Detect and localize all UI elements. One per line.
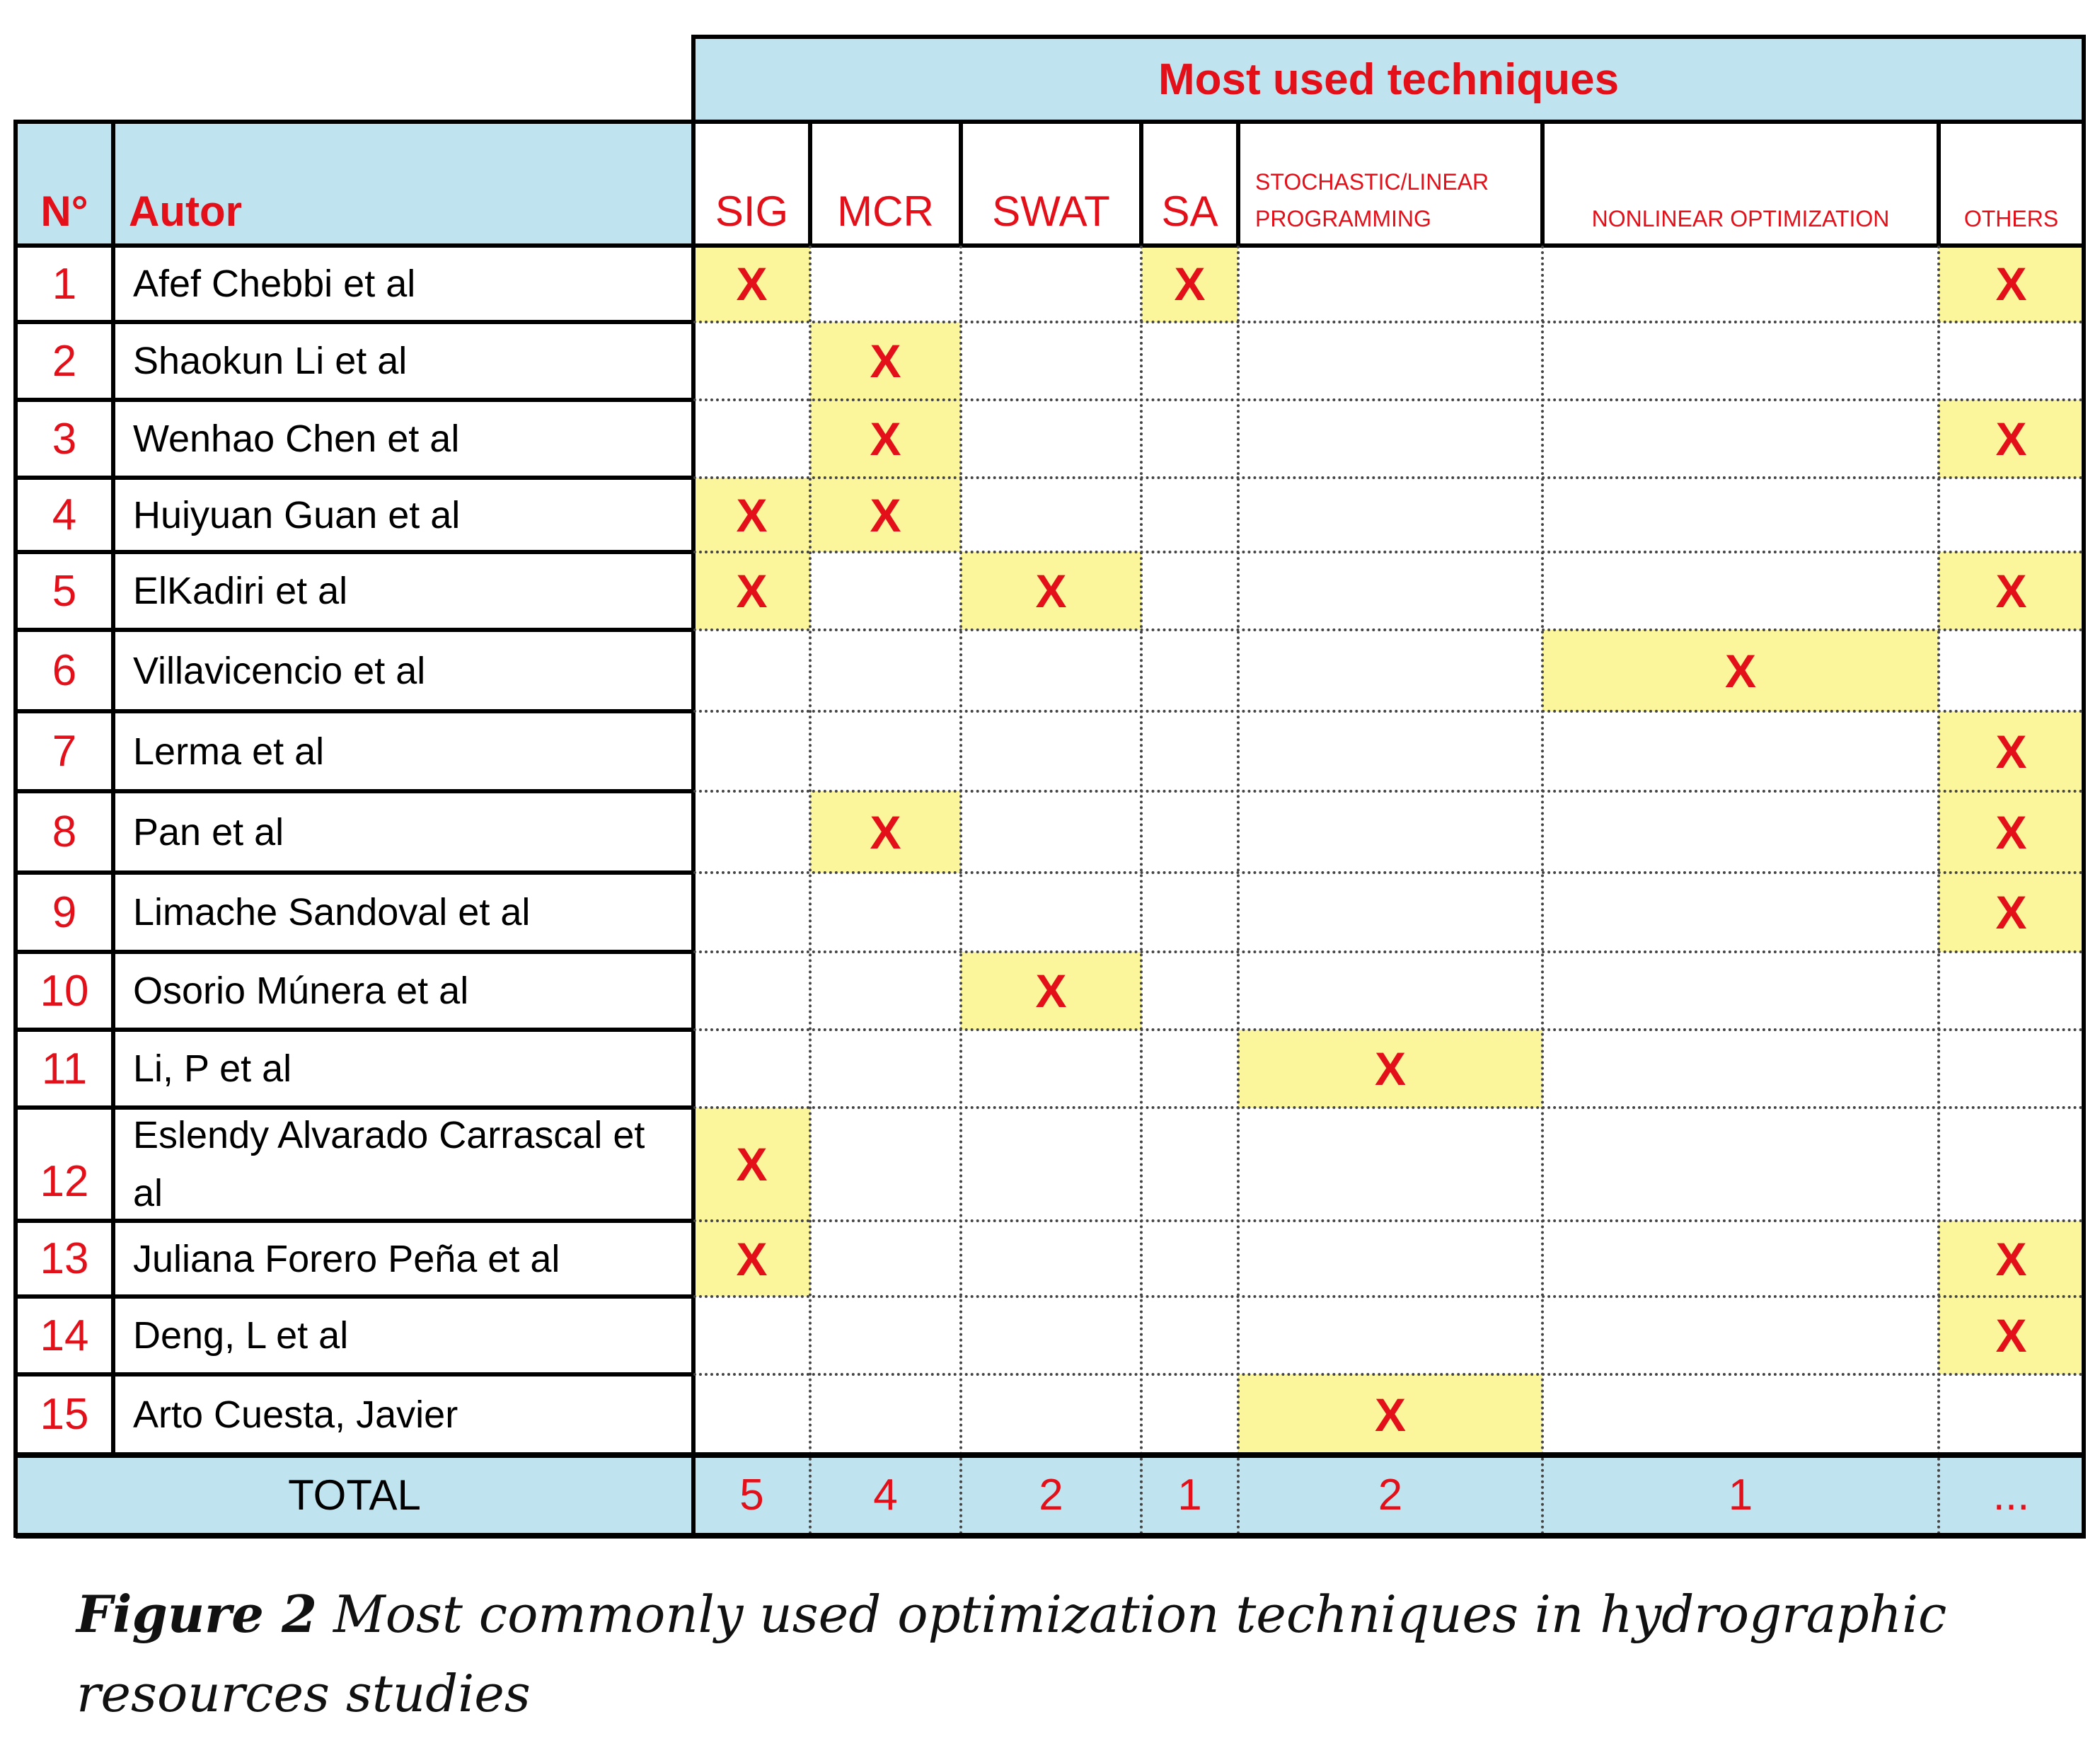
rule bbox=[16, 1294, 693, 1299]
caption-label: Figure 2 bbox=[76, 1584, 318, 1644]
mark-cell bbox=[810, 322, 961, 400]
mark-x: X bbox=[736, 1232, 768, 1285]
technique-header: SIG bbox=[715, 188, 789, 235]
rule bbox=[16, 628, 693, 632]
mark-cell bbox=[1939, 400, 2084, 478]
mark-cell bbox=[1141, 246, 1238, 322]
row-number: 1 bbox=[52, 259, 77, 309]
technique-header: SWAT bbox=[992, 188, 1110, 235]
rule bbox=[1139, 120, 1143, 246]
mark-x: X bbox=[736, 1138, 768, 1190]
total-value: 1 bbox=[1177, 1471, 1202, 1519]
row-number: 5 bbox=[52, 566, 77, 616]
mark-x: X bbox=[870, 335, 901, 387]
technique-header: SA bbox=[1161, 188, 1218, 235]
mark-x: X bbox=[1035, 565, 1067, 617]
author-name: Juliana Forero Peña et al bbox=[133, 1237, 560, 1280]
author-name: Li, P et al bbox=[133, 1047, 292, 1090]
mark-x: X bbox=[1995, 1232, 2027, 1285]
total-value: 5 bbox=[739, 1471, 764, 1519]
rule bbox=[1236, 120, 1240, 246]
rule bbox=[16, 1219, 693, 1223]
total-value: 4 bbox=[873, 1471, 898, 1519]
mark-x: X bbox=[736, 488, 768, 541]
rule bbox=[16, 1028, 693, 1032]
rule bbox=[693, 790, 2084, 793]
technique-header: MCR bbox=[837, 188, 934, 235]
mark-cell bbox=[693, 1221, 810, 1297]
rule bbox=[693, 871, 2084, 874]
mark-cell bbox=[810, 400, 961, 478]
row-number: 15 bbox=[40, 1390, 89, 1439]
mark-cell bbox=[1939, 552, 2084, 630]
mark-cell bbox=[693, 478, 810, 552]
group-header: Most used techniques bbox=[1158, 54, 1620, 104]
author-name: Lerma et al bbox=[133, 730, 325, 773]
author-name: Eslendy Alvarado Carrascal et al bbox=[133, 1114, 645, 1214]
mark-x: X bbox=[1995, 725, 2027, 778]
row-number: 10 bbox=[40, 966, 89, 1016]
rule bbox=[16, 1533, 2086, 1539]
rule bbox=[1541, 246, 1544, 1536]
mark-x: X bbox=[870, 413, 901, 465]
rule bbox=[16, 789, 693, 793]
rule bbox=[693, 476, 2084, 479]
author-name: Afef Chebbi et al bbox=[133, 263, 416, 305]
row-number: 4 bbox=[52, 490, 77, 539]
mark-x: X bbox=[1995, 1309, 2027, 1362]
rule bbox=[16, 476, 693, 480]
row-number: 7 bbox=[52, 727, 77, 776]
rule bbox=[693, 551, 2084, 553]
rule bbox=[809, 246, 812, 1536]
mark-x: X bbox=[1995, 886, 2027, 938]
mark-cell bbox=[1542, 630, 1939, 711]
rule bbox=[13, 120, 18, 1538]
mark-cell bbox=[1238, 1030, 1542, 1108]
author-name: Arto Cuesta, Javier bbox=[133, 1393, 458, 1436]
mark-cell bbox=[961, 952, 1141, 1030]
rule bbox=[693, 1219, 2084, 1222]
rule bbox=[693, 628, 2084, 631]
rule bbox=[16, 709, 693, 713]
row-number: 2 bbox=[52, 336, 77, 386]
rule bbox=[693, 1373, 2084, 1376]
mark-cell bbox=[1238, 1374, 1542, 1454]
author-name: Huiyuan Guan et al bbox=[133, 493, 461, 536]
author-name: Deng, L et al bbox=[133, 1314, 349, 1357]
rule bbox=[693, 398, 2084, 401]
mark-cell bbox=[1939, 1221, 2084, 1297]
rule bbox=[693, 1106, 2084, 1109]
rule bbox=[959, 120, 963, 246]
mark-cell bbox=[810, 791, 961, 873]
row-number: 13 bbox=[40, 1234, 89, 1283]
rule bbox=[693, 35, 2086, 39]
rule bbox=[1140, 246, 1143, 1536]
rule bbox=[693, 1295, 2084, 1298]
figure-caption bbox=[76, 1575, 1987, 1733]
mark-x: X bbox=[736, 565, 768, 617]
col-header-author: Autor bbox=[129, 188, 242, 235]
author-name: Limache Sandoval et al bbox=[133, 891, 531, 933]
mark-x: X bbox=[736, 258, 768, 310]
total-value: 2 bbox=[1039, 1471, 1063, 1519]
row-number: 8 bbox=[52, 807, 77, 856]
row-number: 9 bbox=[52, 887, 77, 937]
author-name: ElKadiri et al bbox=[133, 570, 348, 612]
rule bbox=[16, 398, 693, 402]
mark-cell bbox=[1939, 791, 2084, 873]
rule bbox=[16, 1105, 693, 1110]
row-number: 12 bbox=[40, 1157, 89, 1206]
author-name: Wenhao Chen et al bbox=[133, 418, 460, 460]
author-name: Villavicencio et al bbox=[133, 649, 426, 692]
mark-x: X bbox=[1995, 805, 2027, 858]
row-number: 11 bbox=[41, 1044, 88, 1093]
mark-x: X bbox=[1374, 1388, 1407, 1441]
mark-x: X bbox=[870, 805, 901, 858]
total-value: 2 bbox=[1378, 1471, 1403, 1519]
rule bbox=[693, 950, 2084, 953]
mark-x: X bbox=[1995, 413, 2027, 465]
rule bbox=[16, 1452, 2084, 1458]
rule bbox=[1937, 246, 1940, 1536]
rule bbox=[693, 710, 2084, 713]
rule bbox=[16, 1372, 693, 1376]
rule bbox=[1937, 120, 1941, 246]
caption-text: Most commonly used optimization techniques in hydrographic resources studies bbox=[76, 1585, 1947, 1723]
mark-x: X bbox=[1995, 258, 2027, 310]
technique-header: OTHERS bbox=[1963, 206, 2059, 231]
rule bbox=[16, 950, 693, 954]
row-number: 3 bbox=[52, 414, 77, 464]
rule bbox=[16, 550, 693, 554]
rule bbox=[16, 320, 693, 324]
rule bbox=[1540, 120, 1545, 246]
mark-cell bbox=[1939, 873, 2084, 952]
rule bbox=[959, 246, 962, 1536]
rule bbox=[693, 321, 2084, 323]
mark-x: X bbox=[1174, 258, 1206, 310]
rule bbox=[16, 243, 2084, 248]
col-header-number: N° bbox=[40, 188, 88, 235]
mark-cell bbox=[693, 246, 810, 322]
total-value: ... bbox=[1992, 1471, 2030, 1519]
mark-x: X bbox=[1995, 565, 2027, 617]
mark-cell bbox=[810, 478, 961, 552]
mark-cell bbox=[1939, 711, 2084, 791]
mark-cell bbox=[693, 552, 810, 630]
author-name: Pan et al bbox=[133, 810, 284, 853]
rule bbox=[16, 870, 693, 875]
author-name: Shaokun Li et al bbox=[133, 340, 408, 382]
row-number: 6 bbox=[52, 646, 77, 695]
mark-cell bbox=[961, 552, 1141, 630]
mark-x: X bbox=[870, 488, 901, 541]
row-number: 14 bbox=[40, 1311, 89, 1360]
mark-cell bbox=[1939, 246, 2084, 322]
mark-x: X bbox=[1724, 644, 1757, 697]
technique-header: NONLINEAR OPTIMIZATION bbox=[1591, 206, 1890, 231]
mark-cell bbox=[1939, 1297, 2084, 1374]
total-value: 1 bbox=[1728, 1471, 1753, 1519]
rule bbox=[1237, 246, 1240, 1536]
rule bbox=[2082, 35, 2086, 1538]
mark-x: X bbox=[1374, 1042, 1407, 1095]
total-label: TOTAL bbox=[288, 1471, 421, 1519]
mark-x: X bbox=[1035, 965, 1067, 1017]
rule bbox=[16, 120, 2084, 124]
rule bbox=[808, 120, 812, 246]
technique-header: STOCHASTIC/LINEAR PROGRAMMING bbox=[1255, 169, 1489, 231]
rule bbox=[691, 35, 696, 1538]
mark-cell bbox=[693, 1108, 810, 1221]
rule bbox=[693, 1028, 2084, 1031]
author-name: Osorio Múnera et al bbox=[133, 970, 469, 1012]
